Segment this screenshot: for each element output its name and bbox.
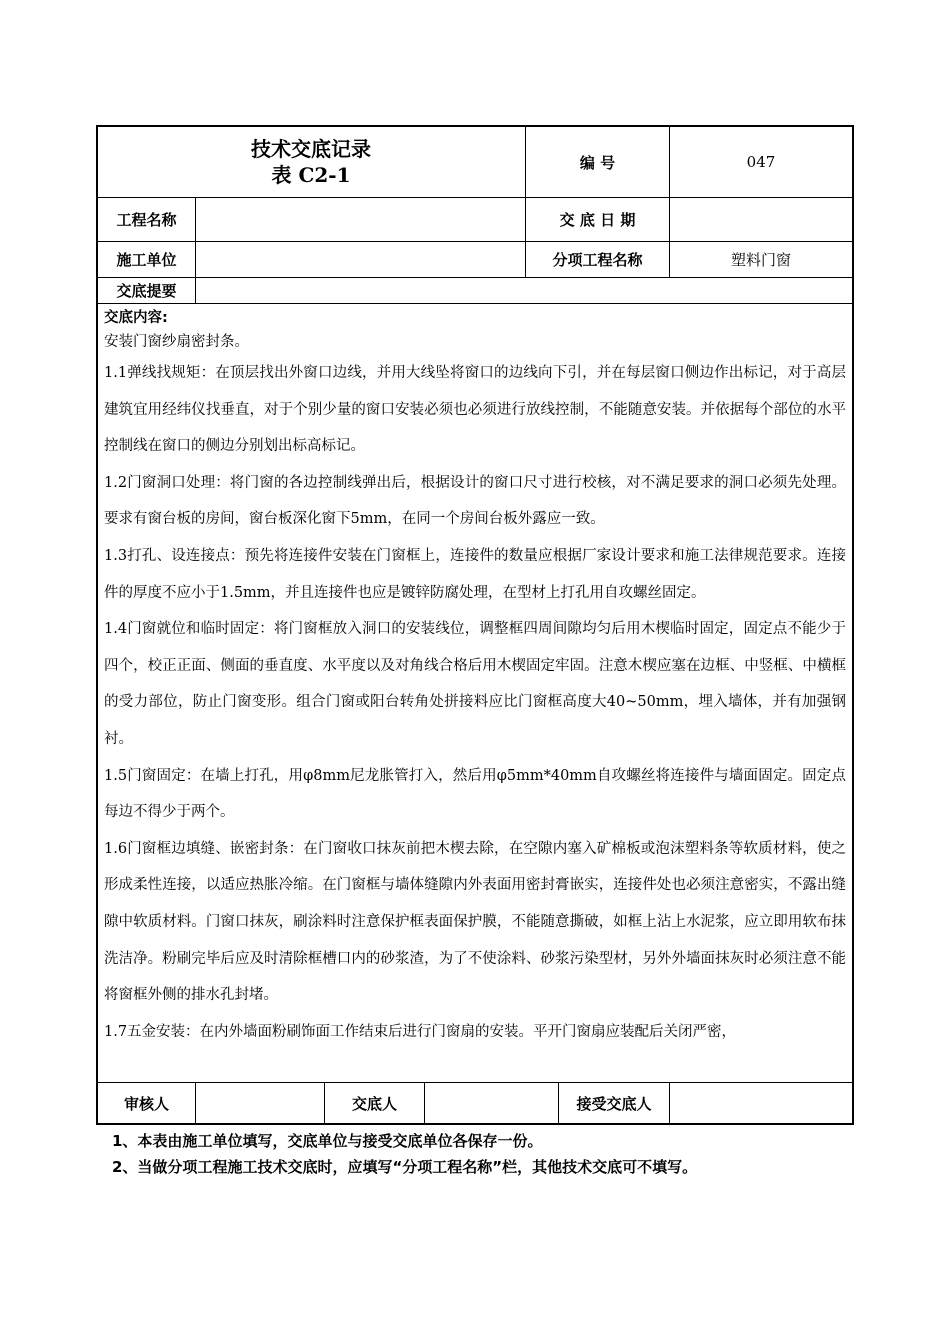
footnote: 2、当做分项工程施工技术交底时，应填写“分项工程名称”栏，其他技术交底可不填写。 xyxy=(112,1158,698,1176)
form-title: 技术交底记录 xyxy=(251,137,371,161)
content-paragraph: 1.4门窗就位和临时固定：将门窗框放入洞口的安装线位，调整框四周间隙均匀后用木楔临时固定，固定点不能少于四个，校正正面、侧面的垂直度、水平度以及对角线合格后用木楔固定牢固。注意木楔应塞在边框、中竖框、中横框的受力部位，防止门窗变形。组合门窗或阳台转角处拼接料应比门窗框高度大40~50mm，埋入墙体，并有加强钢衬。 xyxy=(104,621,846,747)
unit-label: 施工单位 xyxy=(116,251,177,269)
presenter-label: 交底人 xyxy=(351,1095,397,1113)
number-label: 编 号 xyxy=(579,153,616,172)
sub-project-label: 分项工程名称 xyxy=(552,251,643,269)
summary-field[interactable] xyxy=(196,278,852,303)
content-paragraph: 1.6门窗框边填缝、嵌密封条：在门窗收口抹灰前把木楔去除，在空隙内塞入矿棉板或泡沫塑料条等软质材料，使之形成柔性连接，以适应热胀冷缩。在门窗框与墙体缝隙内外表面用密封膏嵌实，连接件处也必须注意密实，不露出缝隙中软质材料。门窗口抹灰，刷涂料时注意保护框表面保护膜，不能随意撕破，如框上沾上水泥浆，应立即用软布抹洗洁净。粉刷完毕后应及时清除框槽口内的砂浆渣，为了不使涂料、砂浆污染型材，另外外墙面抹灰时必须注意不能将窗框外侧的排水孔封堵。 xyxy=(104,840,846,1004)
content-paragraph: 1.2门窗洞口处理：将门窗的各边控制线弹出后，根据设计的窗口尺寸进行校核，对不满足要求的洞口必须先处理。要求有窗台板的房间，窗台板深化窗下5mm，在同一个房间台板外露应一致。 xyxy=(104,474,846,528)
reviewer-label: 审核人 xyxy=(123,1095,169,1113)
content-paragraph: 1.3打孔、设连接点：预先将连接件安装在门窗框上，连接件的数量应根据厂家设计要求和施工法律规范要求。连接件的厚度不应小于1.5mm，并且连接件也应是镀锌防腐处理，在型材上打孔用自攻螺丝固定。 xyxy=(104,547,846,601)
footnote: 1、本表由施工单位填写，交底单位与接受交底单位各保存一份。 xyxy=(112,1132,543,1150)
content-section xyxy=(104,307,846,1050)
form-subtitle: 表 C2-1 xyxy=(271,163,351,187)
project-name-label: 工程名称 xyxy=(116,211,177,229)
form-title-block xyxy=(96,136,526,188)
content-paragraph: 1.1弹线找规矩：在顶层找出外窗口边线，并用大线坠将窗口的边线向下引，并在每层窗口侧边作出标记，对于高层建筑宜用经纬仪找垂直，对于个别少量的窗口安装必须也必须进行放线控制，不能随意安装。并依据每个部位的水平控制线在窗口的侧边分别划出标高标记。 xyxy=(104,365,846,455)
reviewer-field[interactable] xyxy=(196,1083,324,1124)
receiver-field[interactable] xyxy=(670,1083,852,1124)
receiver-label: 接受交底人 xyxy=(576,1095,652,1113)
project-name-field[interactable] xyxy=(196,198,525,241)
content-paragraph: 1.7五金安装：在内外墙面粉刷饰面工作结束后进行门窗扇的安装。平开门窗扇应装配后关闭严密， xyxy=(104,1023,737,1040)
date-label: 交 底 日 期 xyxy=(559,211,636,229)
date-field[interactable] xyxy=(670,198,852,241)
content-paragraph: 1.5门窗固定：在墙上打孔，用φ8mm尼龙胀管打入，然后用φ5mm*40mm自攻螺丝将连接件与墙面固定。固定点每边不得少于两个。 xyxy=(104,767,846,821)
footnotes xyxy=(112,1128,697,1180)
sub-project-value: 塑料门窗 xyxy=(730,251,791,269)
content-intro: 安装门窗纱扇密封条。 xyxy=(104,334,249,350)
presenter-field[interactable] xyxy=(425,1083,558,1124)
row-divider xyxy=(96,303,854,304)
unit-field[interactable] xyxy=(196,242,525,277)
content-label: 交底内容: xyxy=(104,310,168,326)
number-value: 047 xyxy=(746,153,776,171)
summary-label: 交底提要 xyxy=(116,282,177,300)
